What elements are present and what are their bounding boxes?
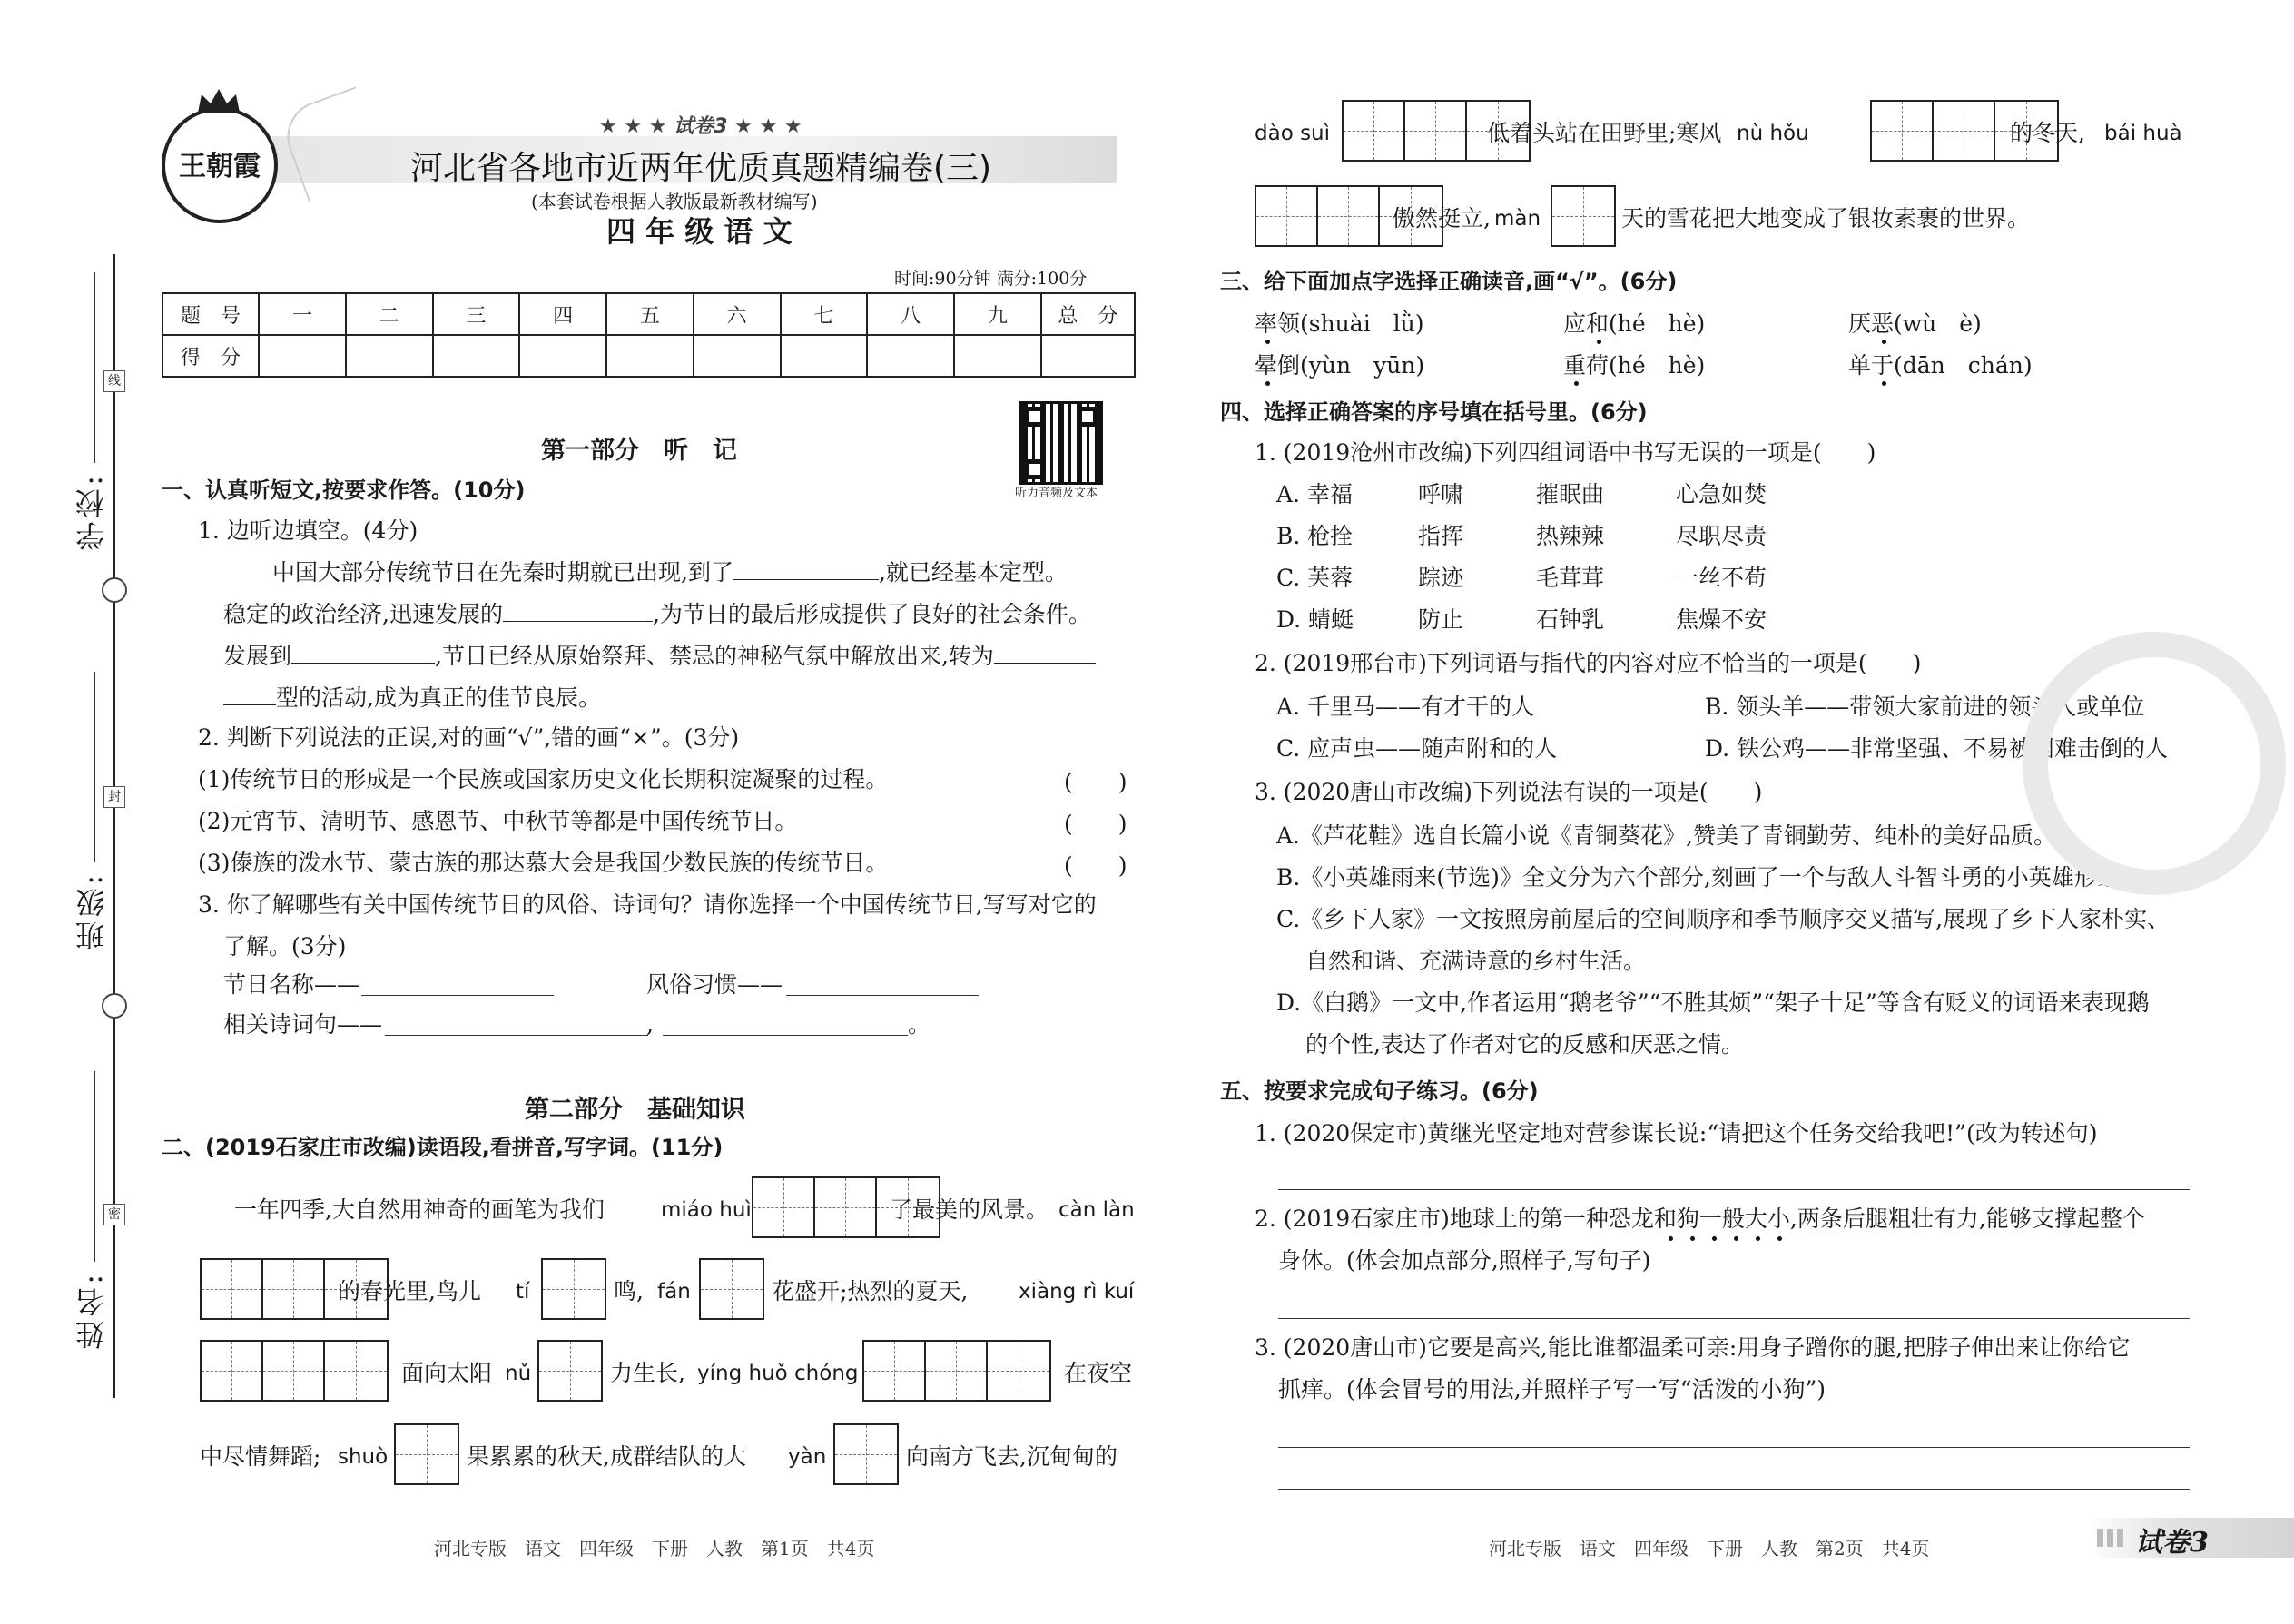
emphasis-dot [1597,340,1601,344]
qr-code[interactable] [1019,401,1103,485]
judge-item-2: (2)元宵节、清明节、感恩节、中秋节等都是中国传统节日。 [198,808,798,834]
emphasis-dot [1882,340,1886,344]
text-segment: ,节日已经从原始祭拜、禁忌的神秘气氛中解放出来,转为 [435,643,994,669]
fill-blank[interactable] [994,639,1096,664]
class-label: 班级: [74,871,109,950]
answer-line-5-2[interactable] [1278,1318,2190,1319]
custom-field[interactable] [786,995,979,996]
pronunciation-item-2[interactable]: 应和(hé hè) [1563,310,1706,337]
char-grid-xiangrikui[interactable] [200,1340,389,1402]
emphasis-dot [1574,381,1579,386]
option-word: 踪迹 [1418,565,1464,591]
score-cell[interactable] [954,335,1041,377]
question-1-3-line-1: 3. 你了解哪些有关中国传统节日的风俗、诗词句？请你选择一个中国传统节日,写写对它的 [198,891,1097,918]
score-table-cell: 七 [781,293,868,335]
fill-blank[interactable] [291,639,435,664]
name-field[interactable] [94,1071,95,1262]
pinyin-nu: nǔ [505,1362,532,1385]
poem-label: 相关诗词句—— [223,1011,383,1038]
emphasis-dot [1882,381,1886,386]
question-4-2: 2. (2019邢台市)下列词语与指代的内容对应不恰当的一项是( ) [1255,650,1922,676]
fill-blank[interactable] [503,597,653,622]
publisher-logo [162,107,278,223]
score-cell[interactable] [867,335,954,377]
crown-icon [196,87,241,114]
score-table-cell: 三 [433,293,520,335]
emphasis-dot [1265,340,1270,344]
poem-field-1[interactable] [385,1035,648,1036]
answer-line-5-1[interactable] [1278,1189,2190,1190]
poem-field-2[interactable] [663,1035,908,1036]
pinyin-daosui: dào suì [1255,122,1331,145]
binding-hole-icon [102,993,127,1019]
option-word: 摧眠曲 [1536,481,1605,507]
score-table-cell: 一 [259,293,346,335]
text-segment: 鸣, [614,1278,644,1304]
pinyin-shuo: shuò [338,1445,389,1469]
text-segment: 天的雪花把大地变成了银妆素裹的世界。 [1621,205,2031,231]
pinyin-xiangrikui: xiàng rì kuí [1019,1280,1135,1304]
pronunciation-item-1[interactable]: 率领(shuài lǜ) [1255,310,1424,337]
option-word: 指挥 [1418,523,1464,549]
pinyin-miaohui: miáo huì [661,1198,752,1222]
page-title: 河北省各地市近两年优质真题精编卷(三) [410,150,992,187]
score-table-cell: 八 [867,293,954,335]
name-label: 姓名: [74,1271,109,1350]
question-5-3-line-2: 抓痒。(体会冒号的用法,并照样子写一写“活泼的小狗”) [1278,1376,1826,1403]
char-grid-nu[interactable] [537,1340,603,1402]
q4-3-option-b[interactable]: B.《小英雄雨来(节选)》全文分为六个部分,刻画了一个与敌人斗智斗勇的小英雄形象。 [1276,864,2142,891]
score-table-cell: 九 [954,293,1041,335]
score-cell[interactable] [519,335,606,377]
part2-title: 第二部分 基础知识 [525,1096,745,1124]
emphasis-dot [1777,1236,1782,1241]
char-grid-shuo[interactable] [394,1423,459,1485]
fill-blank[interactable] [223,681,276,705]
pronunciation-item-4[interactable]: 晕倒(yùn yūn) [1255,352,1425,379]
text-segment: 型的活动,成为真正的佳节良辰。 [276,684,601,711]
emphasis-dot [1756,1236,1760,1241]
footer-right: 河北专版 语文 四年级 下册 人教 第2页 共4页 [1489,1538,1930,1560]
listen-paragraph-line-4 [223,681,601,714]
watermark-seal [2023,632,2286,895]
text-segment: 一年四季,大自然用神奇的画笔为我们 [234,1196,605,1223]
pinyin-fan: fán [657,1280,691,1304]
binding-mark-feng: 封 [103,786,125,808]
emphasis-dot [1669,1236,1673,1241]
question-2-heading: 二、(2019石家庄市改编)读语段,看拼音,写字词。(11分) [162,1135,724,1160]
pinyin-yan: yàn [788,1445,827,1469]
option-word: C. 芙蓉 [1276,565,1354,591]
text-segment: 中国大部分传统节日在先秦时期就已出现,到了 [272,559,733,586]
option-word: B. 枪拴 [1276,523,1354,549]
judge-answer-2[interactable]: ( ) [1064,811,1127,837]
char-grid-ti[interactable] [541,1258,606,1320]
text-segment: 稳定的政治经济,迅速发展的 [223,601,503,627]
option-word: 毛茸茸 [1536,565,1605,591]
question-5-3-line-1: 3. (2020唐山市)它要是高兴,能比谁都温柔可亲:用身子蹭你的腿,把脖子伸出来让你给它 [1255,1334,2131,1361]
emphasis-dot [1734,1236,1738,1241]
qr-finder-icon [1025,459,1045,479]
question-1-heading: 一、认真听短文,按要求作答。(10分) [162,477,526,503]
qr-caption: 听力音频及文本 [1015,487,1098,500]
score-cell[interactable] [259,335,346,377]
festival-name-field[interactable] [361,995,554,996]
pinyin-yinghuochong: yíng huǒ chóng [697,1362,859,1385]
paper-tag-footer: 试卷3 [2135,1527,2209,1559]
grade-subject: 四 年 级 语 文 [606,214,793,249]
footer-left: 河北专版 语文 四年级 下册 人教 第1页 共4页 [434,1538,875,1560]
score-table-cell: 五 [606,293,694,335]
school-field[interactable] [94,272,95,463]
fill-blank[interactable] [733,556,879,580]
question-3-heading: 三、给下面加点字选择正确读音,画“√”。(6分) [1220,269,1678,294]
text-segment: 在夜空 [1064,1360,1133,1386]
score-table-cell: 六 [694,293,781,335]
q4-2-option-d[interactable]: D. 铁公鸡——非常坚强、不易被困难击倒的人 [1705,735,2169,762]
poem-comma: , [646,1011,654,1038]
text-segment: 低着头站在田野里;寒风 [1487,120,1722,146]
score-table-cell: 总 分 [1041,293,1135,335]
score-table-score-row [162,335,1135,377]
q4-3-option-d[interactable]: D.《白鹅》一文中,作者运用“鹅老爷”“不胜其烦”“架子十足”等含有贬义的词语来表现鹅 [1276,989,2150,1016]
judge-answer-1[interactable]: ( ) [1064,769,1127,795]
binding-mark-xian: 线 [103,370,125,392]
answer-line-5-3a[interactable] [1278,1447,2190,1448]
option-word: A. 幸福 [1276,481,1353,507]
option-word: 热辣辣 [1536,523,1605,549]
text-segment: 花盛开;热烈的夏天, [772,1278,969,1304]
char-grid-yan[interactable] [833,1423,899,1485]
part1-title: 第一部分 听 记 [541,437,737,465]
score-table-header-row [162,293,1135,335]
answer-line-5-3b[interactable] [1278,1489,2190,1490]
binding-mark-mi: 密 [103,1204,125,1225]
qr-finder-icon [1078,407,1098,427]
option-word: 一丝不苟 [1676,565,1767,591]
ribbon-decoration [277,86,387,202]
text-segment: 傲然挺立, [1393,205,1491,231]
emphasis-dot [1265,381,1270,386]
char-grid-man[interactable] [1551,185,1616,247]
score-cell[interactable] [781,335,868,377]
score-cell[interactable] [1041,335,1135,377]
pinyin-ti: tí [516,1280,530,1304]
char-grid-fan[interactable] [699,1258,764,1320]
text-segment: 力生长, [610,1360,685,1386]
score-cell[interactable] [606,335,694,377]
question-5-1: 1. (2020保定市)黄继光坚定地对营参谋长说:“请把这个任务交给我吧!”(改为转述句) [1255,1120,2098,1147]
text-segment: 果累累的秋天,成群结队的大 [467,1443,746,1470]
char-grid-yinghuochong[interactable] [862,1340,1051,1402]
q4-2-option-a[interactable]: A. 千里马——有才干的人 [1276,694,1534,720]
score-cell[interactable] [694,335,781,377]
class-field[interactable] [94,672,95,862]
pronunciation-item-3[interactable]: 厌恶(wù è) [1848,310,1982,337]
custom-label: 风俗习惯—— [646,971,783,998]
listen-paragraph-line-2 [223,597,1091,630]
score-table [162,292,1136,378]
pinyin-man: màn [1494,207,1541,231]
paper-tag: ★ ★ ★ 试卷3 ★ ★ ★ [599,115,802,138]
qr-finder-icon [1025,407,1045,427]
option-word: 心急如焚 [1676,481,1767,507]
listen-paragraph-line-3 [223,639,1096,672]
option-word: 呼啸 [1418,481,1464,507]
binding-hole-icon [102,577,127,603]
option-word: D. 蜻蜓 [1276,606,1354,633]
text-segment: 了最美的风景。 [890,1196,1049,1223]
binding-line [113,254,115,1398]
emphasis-dot [1690,1236,1695,1241]
score-table-cell: 四 [519,293,606,335]
judge-item-1: (1)传统节日的形成是一个民族或国家历史文化长期积淀凝聚的过程。 [198,766,889,792]
page-subtitle: (本套试卷根据人教版最新教材编写) [531,191,818,212]
time-info: 时间:90分钟 满分:100分 [894,269,1088,289]
score-table-cell: 题 号 [162,293,259,335]
text-segment: ,为节日的最后形成提供了良好的社会条件。 [652,601,1091,627]
q4-2-option-b[interactable]: B. 领头羊——带领大家前进的领头人或单位 [1705,694,2145,720]
binding-margin [0,0,154,1624]
score-table-cell: 得 分 [162,335,259,377]
question-5-2-line-1: 2. (2019石家庄市)地球上的第一种恐龙和狗一般大小,两条后腿粗壮有力,能够支撑起整个 [1255,1206,2145,1232]
option-word: 石钟乳 [1536,606,1605,633]
logo-text: 王朝霞 [179,151,261,182]
score-table-cell: 二 [346,293,433,335]
text-segment: 中尽情舞蹈; [200,1443,321,1470]
judge-item-3: (3)傣族的泼水节、蒙古族的那达慕大会是我国少数民族的传统节日。 [198,850,889,876]
question-1-3-line-2: 了解。(3分) [223,933,347,960]
emphasis-dot [1712,1236,1717,1241]
score-cell[interactable] [346,335,433,377]
text-segment: 的冬天, [2010,120,2085,146]
pinyin-nuhou: nù hǒu [1737,122,1809,145]
question-5-2-line-2: 身体。(体会加点部分,照样子,写句子) [1278,1247,1651,1274]
festival-name-label: 节日名称—— [223,971,360,998]
pinyin-baihua: bái huà [2104,122,2182,145]
question-1-1: 1. 边听边填空。(4分) [198,517,418,544]
q4-3-option-a[interactable]: A.《芦花鞋》选自长篇小说《青铜葵花》,赞美了青铜勤劳、纯朴的美好品质。 [1276,822,2056,849]
question-1-2: 2. 判断下列说法的正误,对的画“√”,错的画“×”。(3分) [198,724,740,751]
question-4-3: 3. (2020唐山市改编)下列说法有误的一项是( ) [1255,779,1763,805]
text-segment: ,就已经基本定型。 [878,559,1068,586]
paper-tag-squares [2097,1529,2124,1547]
judge-answer-3[interactable]: ( ) [1064,852,1127,879]
text-segment: 的春光里,鸟儿 [338,1278,481,1304]
pronunciation-item-6[interactable]: 单于(dān chán) [1848,352,2033,379]
option-word: 焦燥不安 [1676,606,1767,633]
listen-paragraph-line-1 [272,556,1068,588]
question-5-heading: 五、按要求完成句子练习。(6分) [1220,1078,1539,1104]
question-4-1: 1. (2019沧州市改编)下列四组词语中书写无误的一项是( ) [1255,439,1876,466]
pinyin-canlan: càn làn [1058,1198,1135,1222]
poem-period: 。 [908,1011,931,1038]
question-4-heading: 四、选择正确答案的序号填在括号里。(6分) [1220,399,1648,425]
option-word: 尽职尽责 [1676,523,1767,549]
q4-3-option-d-cont: 的个性,表达了作者对它的反感和厌恶之情。 [1305,1031,1744,1058]
pronunciation-item-5[interactable]: 重荷(hé hè) [1563,352,1706,379]
score-cell[interactable] [433,335,520,377]
q4-3-option-c[interactable]: C.《乡下人家》一文按照房前屋后的空间顺序和季节顺序交叉描写,展现了乡下人家朴实、 [1276,906,2171,932]
option-word: 防止 [1418,606,1464,633]
text-segment: 向南方飞去,沉甸甸的 [906,1443,1117,1470]
q4-3-option-c-cont: 自然和谐、充满诗意的乡村生活。 [1305,948,1647,974]
text-segment: 发展到 [223,643,292,669]
school-label: 学校: [74,472,109,551]
q4-2-option-c[interactable]: C. 应声虫——随声附和的人 [1276,735,1558,762]
text-segment: 面向太阳 [401,1360,493,1386]
